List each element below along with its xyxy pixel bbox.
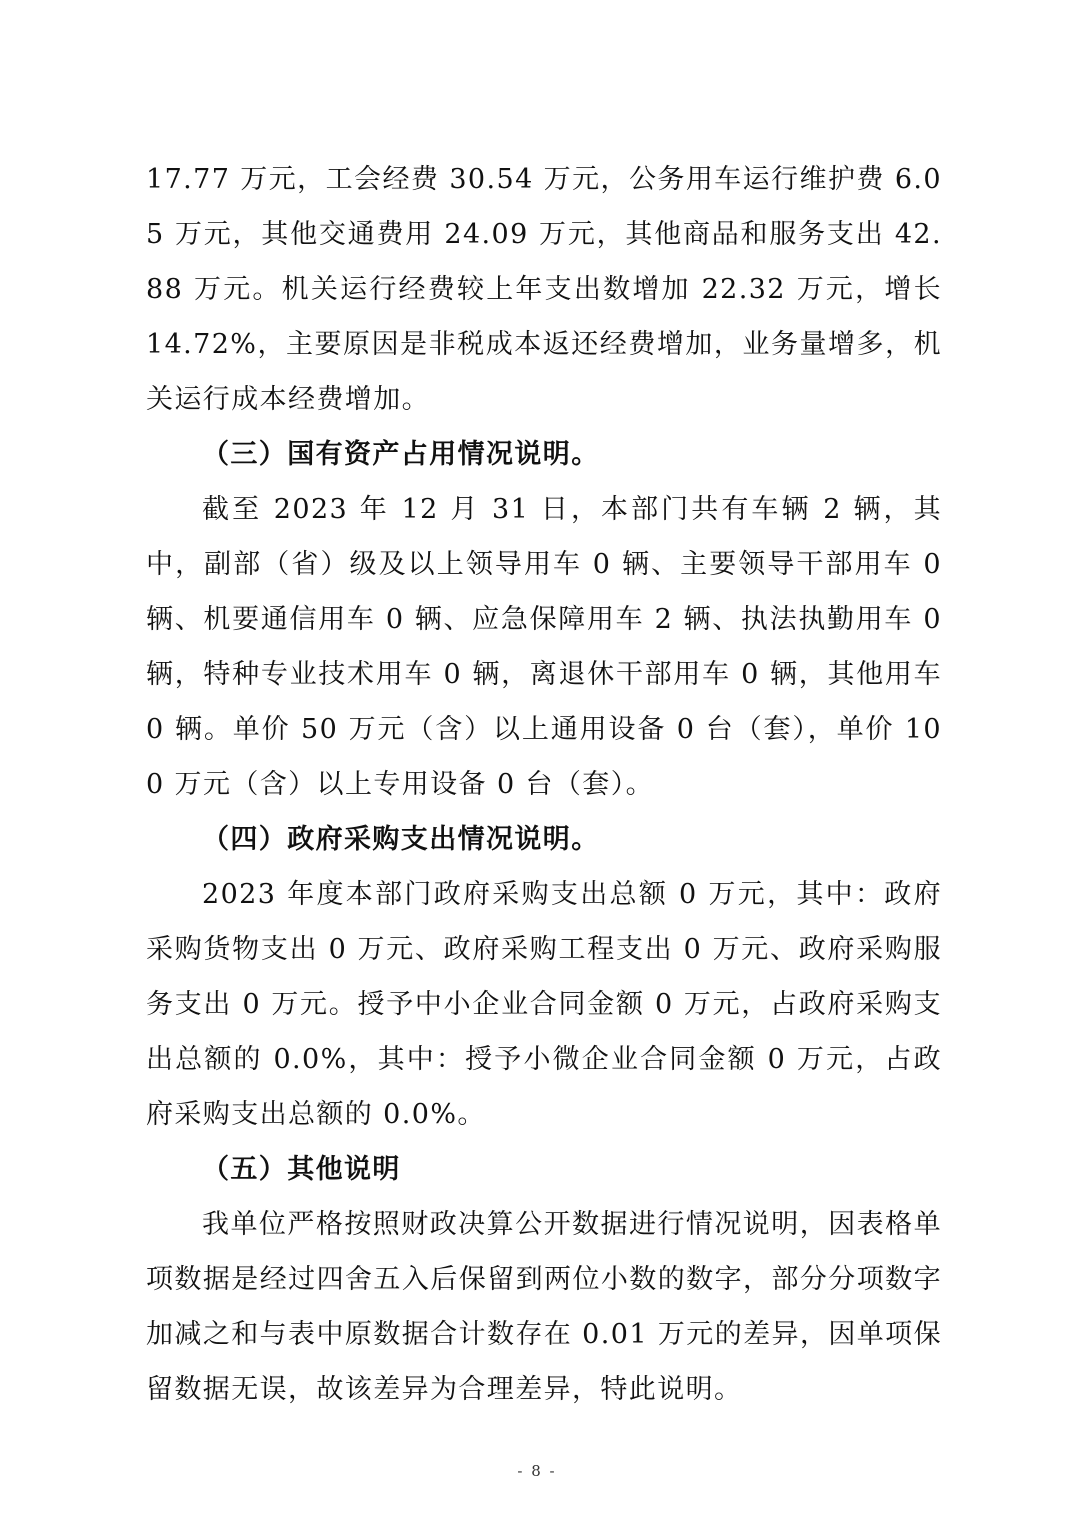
paragraph-operating-expenses: 17.77 万元，工会经费 30.54 万元，公务用车运行维护费 6.05 万元，其他交通费用 24.09 万元，其他商品和服务支出 42.88 万元。机关运行经费较上年支出数增加 22.32 万元，增长 14.72%，主要原因是非税成本返还经费增加，业务量增多，机关运行成本经费增加。 (146, 164, 942, 415)
heading-other-notes: （五）其他说明 (202, 1154, 401, 1185)
paragraph-other-notes: 我单位严格按照财政决算公开数据进行情况说明，因表格单项数据是经过四舍五入后保留到两位小数的数字，部分分项数字加减之和与表中原数据合计数存在 0.01 万元的差异，因单项保留数据无误，故该差异为合理差异，特此说明。 (146, 1209, 942, 1405)
page-number: - 8 - (517, 1462, 557, 1480)
heading-state-assets: （三）国有资产占用情况说明。 (202, 439, 600, 470)
paragraph-government-procurement: 2023 年度本部门政府采购支出总额 0 万元，其中：政府采购货物支出 0 万元、政府采购工程支出 0 万元、政府采购服务支出 0 万元。授予中小企业合同金额 0 万元，占政府采购支出总额的 0.0%，其中：授予小微企业合同金额 0 万元，占政府采购支出总额的 0.0%。 (146, 879, 942, 1130)
document-body (146, 152, 942, 1417)
heading-government-procurement: （四）政府采购支出情况说明。 (202, 824, 600, 855)
paragraph-state-assets: 截至 2023 年 12 月 31 日，本部门共有车辆 2 辆，其中，副部（省）级及以上领导用车 0 辆、主要领导干部用车 0 辆、机要通信用车 0 辆、应急保障用车 2 辆、执法执勤用车 0 辆，特种专业技术用车 0 辆，离退休干部用车 0 辆，其他用车 0 辆。单价 50 万元（含）以上通用设备 0 台（套），单价 100 万元（含）以上专用设备 0 台（套）。 (146, 494, 942, 800)
